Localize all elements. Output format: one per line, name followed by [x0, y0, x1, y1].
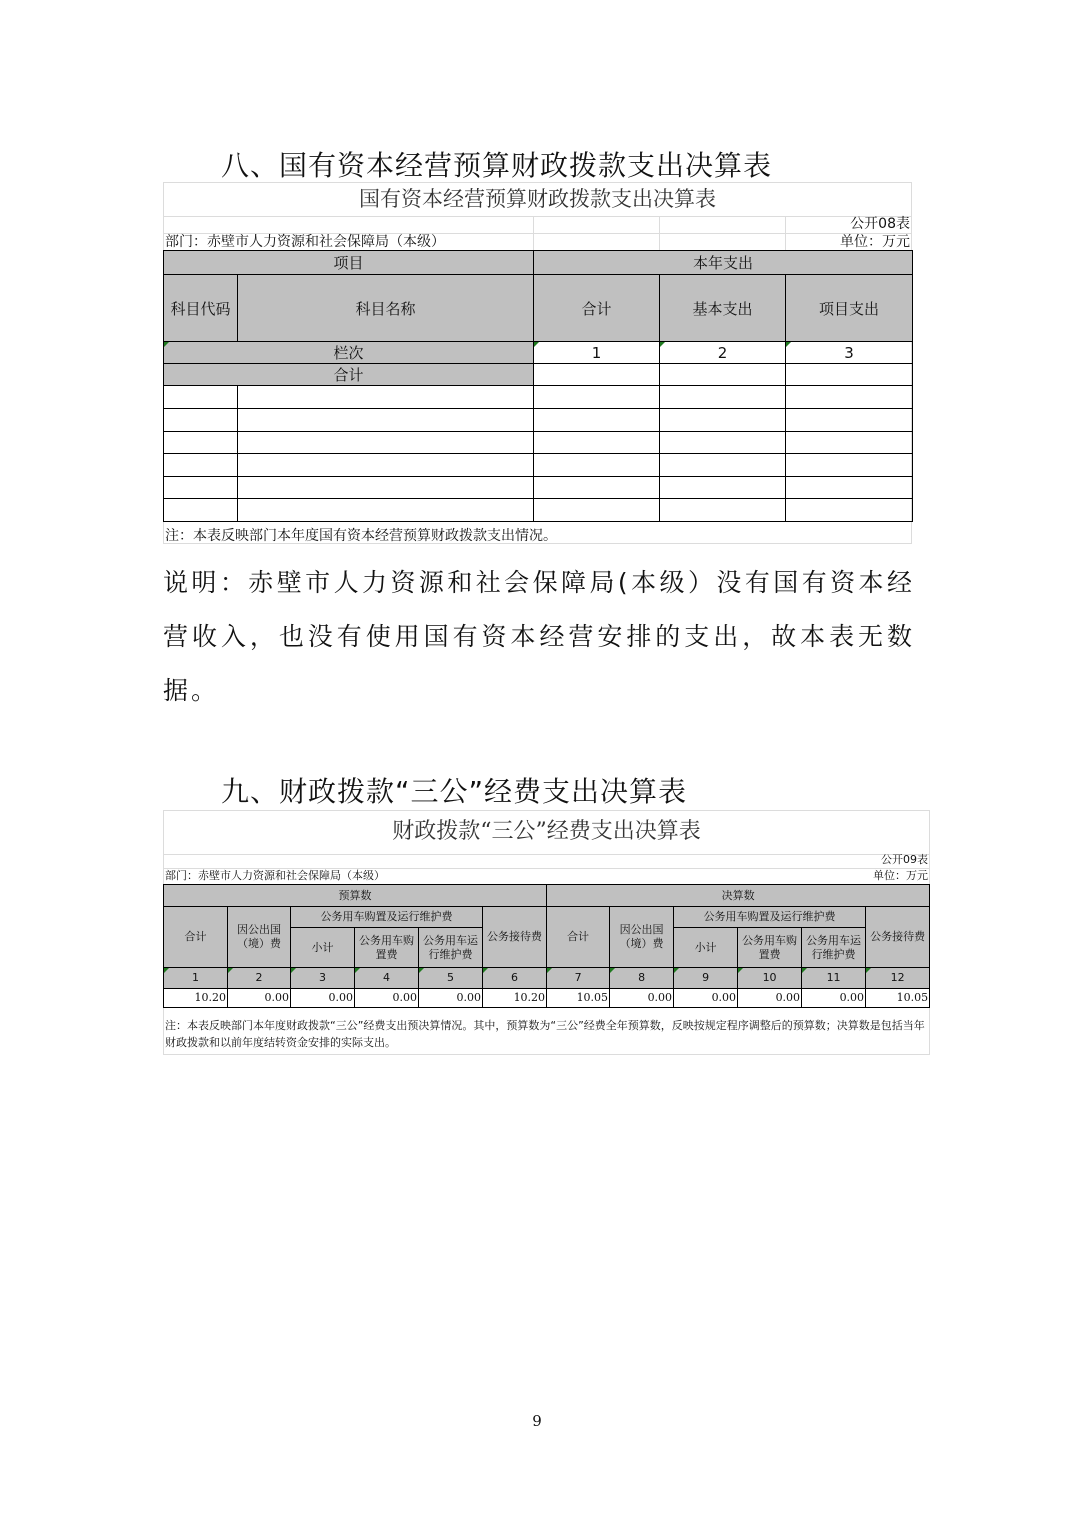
- index-cell: 6: [483, 968, 547, 989]
- table-row: [164, 454, 913, 477]
- index-cell: 5: [419, 968, 483, 989]
- index-cell: 1: [534, 342, 660, 364]
- value-cell: 0.00: [228, 989, 291, 1008]
- index-cell: 10: [738, 968, 802, 989]
- index-cell: 12: [866, 968, 930, 989]
- col-vehicle-operation: 公务用车运行维护费: [419, 928, 483, 968]
- value-cell: 10.20: [483, 989, 547, 1008]
- section9-heading: 九、财政拨款“三公”经费支出决算表: [221, 775, 688, 808]
- table-row: [164, 409, 913, 432]
- table8-caption: 国有资本经营预算财政拨款支出决算表: [359, 187, 716, 211]
- col-subtotal: 小计: [291, 928, 355, 968]
- table9-note: 注：本表反映部门本年度财政拨款“三公”经费支出预决算情况。其中，预算数为“三公”经费全年预算数，反映按规定程序调整后的预算数；决算数是包括当年财政拨款和以前年度结转资金安排的实际支出。: [165, 1019, 925, 1049]
- index-cell: 9: [674, 968, 738, 989]
- table8-form-no: 公开08表: [850, 216, 910, 232]
- col-subject-code: 科目代码: [164, 275, 238, 342]
- col-vehicle-operation: 公务用车运行维护费: [802, 928, 866, 968]
- table9-department: 部门：赤壁市人力资源和社会保障局（本级）: [165, 869, 385, 882]
- col-vehicle-purchase: 公务用车购置费: [738, 928, 802, 968]
- state-capital-expense-table: [163, 182, 912, 544]
- col-subtotal: 小计: [674, 928, 738, 968]
- table8-department: 部门：赤壁市人力资源和社会保障局（本级）: [165, 234, 445, 250]
- index-cell: 1: [164, 968, 228, 989]
- value-cell: 10.20: [164, 989, 228, 1008]
- header-project: 项目: [164, 251, 534, 275]
- value-cell: 0.00: [291, 989, 355, 1008]
- index-cell: 2: [660, 342, 786, 364]
- final-header: 决算数: [547, 885, 930, 907]
- total-cell: [534, 364, 660, 386]
- index-cell: 3: [786, 342, 913, 364]
- total-cell: [660, 364, 786, 386]
- row-index-label: 栏次: [164, 342, 534, 364]
- col-subject-name: 科目名称: [238, 275, 534, 342]
- table-row: [164, 432, 913, 454]
- table-row: [164, 499, 913, 522]
- three-public-expense-table: [163, 810, 930, 1055]
- col-vehicle-group: 公务用车购置及运行维护费: [674, 907, 866, 928]
- table9-unit: 单位：万元: [873, 869, 928, 882]
- table-row: [164, 477, 913, 499]
- table9-grid: [163, 884, 930, 1008]
- col-vehicle-purchase: 公务用车购置费: [355, 928, 419, 968]
- row-total-label: 合计: [164, 364, 534, 386]
- explanation-paragraph: 说明：赤壁市人力资源和社会保障局(本级）没有国有资本经营收入，也没有使用国有资本经营安排的支出，故本表无数据。: [163, 568, 915, 705]
- table8-grid: [163, 250, 913, 522]
- col-project-expense: 项目支出: [786, 275, 913, 342]
- col-total: 合计: [164, 907, 228, 968]
- col-abroad-fee: 因公出国（境）费: [610, 907, 674, 968]
- value-cell: 10.05: [547, 989, 610, 1008]
- index-cell: 7: [547, 968, 610, 989]
- table-row: [164, 386, 913, 409]
- index-cell: 3: [291, 968, 355, 989]
- col-total: 合计: [547, 907, 610, 968]
- col-reception-fee: 公务接待费: [483, 907, 547, 968]
- value-cell: 0.00: [355, 989, 419, 1008]
- table8-note: 注：本表反映部门本年度国有资本经营预算财政拨款支出情况。: [165, 528, 557, 544]
- value-cell: 0.00: [802, 989, 866, 1008]
- header-year-expense: 本年支出: [534, 251, 913, 275]
- col-vehicle-group: 公务用车购置及运行维护费: [291, 907, 483, 928]
- table9-caption: 财政拨款“三公”经费支出决算表: [392, 819, 701, 844]
- index-cell: 4: [355, 968, 419, 989]
- index-cell: 11: [802, 968, 866, 989]
- value-cell: 0.00: [610, 989, 674, 1008]
- total-cell: [786, 364, 913, 386]
- table9-form-no: 公开09表: [881, 853, 928, 866]
- section8-heading: 八、国有资本经营预算财政拨款支出决算表: [221, 149, 773, 182]
- table8-unit: 单位：万元: [840, 234, 910, 250]
- page-number: 9: [532, 1412, 542, 1430]
- value-cell: 0.00: [674, 989, 738, 1008]
- col-total: 合计: [534, 275, 660, 342]
- value-cell: 0.00: [738, 989, 802, 1008]
- col-abroad-fee: 因公出国（境）费: [228, 907, 291, 968]
- value-cell: 10.05: [866, 989, 930, 1008]
- col-reception-fee: 公务接待费: [866, 907, 930, 968]
- value-cell: 0.00: [419, 989, 483, 1008]
- index-cell: 2: [228, 968, 291, 989]
- index-cell: 8: [610, 968, 674, 989]
- budget-header: 预算数: [164, 885, 547, 907]
- col-basic-expense: 基本支出: [660, 275, 786, 342]
